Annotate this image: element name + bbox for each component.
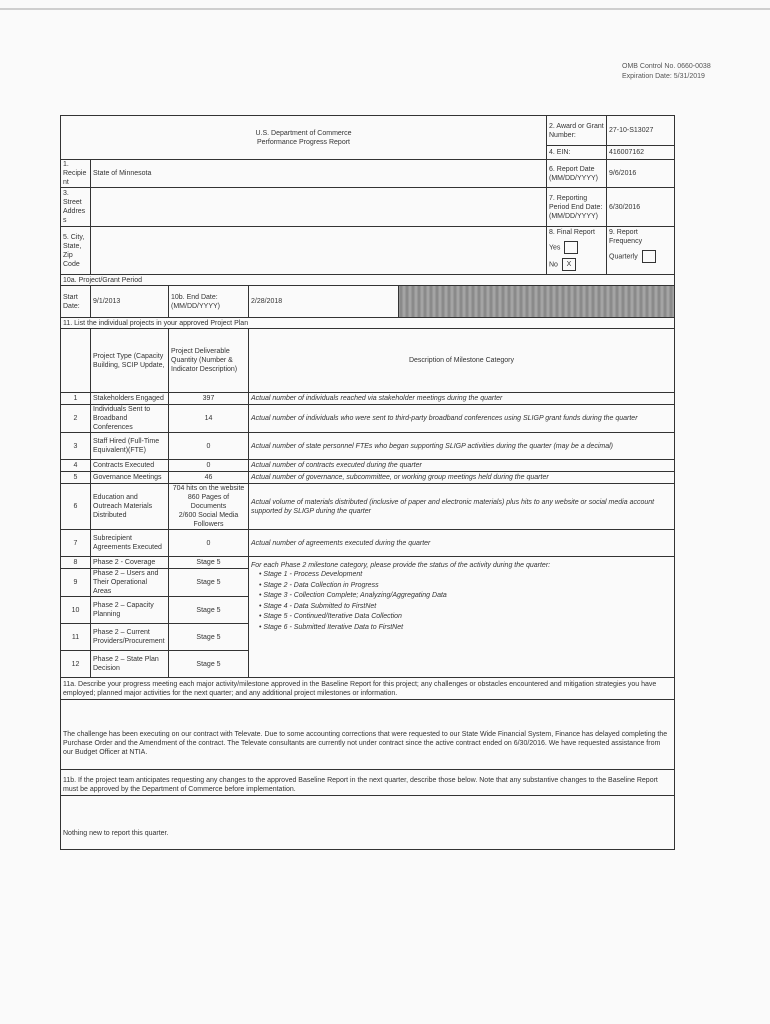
city-state-zip-value (91, 227, 547, 275)
omb-expiration-date: Expiration Date: 5/31/2019 (622, 73, 705, 80)
shaded-area (399, 286, 675, 318)
city-state-zip-label: 5. City, State, Zip Code (61, 227, 91, 275)
end-date-label: 10b. End Date: (MM/DD/YYYY) (169, 286, 249, 318)
quarterly-checkbox[interactable] (642, 250, 656, 263)
project-row-12-quantity: Stage 5 (169, 651, 249, 678)
project-row-4-type: Contracts Executed (91, 460, 169, 472)
project-row-8-num: 8 (61, 557, 91, 569)
recipient-label: 1. Recipient (61, 160, 91, 188)
award-number-label: 2. Award or Grant Number: (547, 116, 607, 146)
q11a-prompt: 11a. Describe your progress meeting each major activity/milestone approved in the Baseline Report for this project; any challenges or obstacles encountered and mitigation strategies you have employed; planned major activities for the next quarter; and any additional project milestones or information. (61, 678, 675, 700)
col-project-type: Project Type (Capacity Building, SCIP Update, (91, 329, 169, 393)
final-report-no-label: No (549, 261, 558, 269)
report-date-label: 6. Report Date (MM/DD/YYYY) (547, 160, 607, 188)
project-row-4-quantity: 0 (169, 460, 249, 472)
project-row-1-description: Actual number of individuals reached via stakeholder meetings during the quarter (249, 393, 675, 405)
project-row-6-quantity-line: 2/600 Social Media Followers (178, 512, 239, 528)
period-end-label: 7. Reporting Period End Date: (MM/DD/YYYY) (547, 188, 607, 227)
award-number-value: 27-10-S13027 (607, 116, 675, 146)
project-row-5-type: Governance Meetings (91, 472, 169, 484)
project-row-9-num: 9 (61, 569, 91, 597)
project-row-6-description: Actual volume of materials distributed (inclusive of paper and electronic materials) plus hits to any website or social media account supported by SLIGP during the quarter (249, 484, 675, 530)
project-row-4-num: 4 (61, 460, 91, 472)
q11b-response: Nothing new to report this quarter. (61, 796, 675, 850)
projects-header-blank (61, 329, 91, 393)
phase2-intro: For each Phase 2 milestone category, please provide the status of the activity during the quarter: (251, 562, 551, 569)
phase2-stage-item: • Stage 3 - Collection Complete; Analyzing/Aggregating Data (259, 591, 672, 602)
report-title-cell (61, 116, 547, 160)
quarterly-label: Quarterly (609, 253, 638, 261)
grant-period-section-label: 10a. Project/Grant Period (61, 275, 675, 286)
project-row-6-num: 6 (61, 484, 91, 530)
project-row-6-type: Education and Outreach Materials Distributed (91, 484, 169, 530)
phase2-stage-item: • Stage 2 - Data Collection in Progress (259, 581, 672, 592)
project-row-4-description: Actual number of contracts executed during the quarter (249, 460, 675, 472)
project-row-8-type: Phase 2 - Coverage (91, 557, 169, 569)
end-date-value: 2/28/2018 (249, 286, 399, 318)
col-milestone-description: Description of Milestone Category (249, 329, 675, 393)
project-row-1-num: 1 (61, 393, 91, 405)
phase2-stage-item: • Stage 6 - Submitted Iterative Data to FirstNet (259, 623, 672, 634)
department-name: U.S. Department of Commerce (255, 129, 352, 137)
project-row-7-description: Actual number of agreements executed during the quarter (249, 530, 675, 557)
project-row-10-type: Phase 2 – Capacity Planning (91, 597, 169, 624)
project-row-10-quantity: Stage 5 (169, 597, 249, 624)
project-row-5-num: 5 (61, 472, 91, 484)
omb-notice (622, 62, 711, 82)
report-title: Performance Progress Report (257, 138, 350, 146)
narrative-table (60, 677, 675, 850)
street-address-label: 3. Street Address (61, 188, 91, 227)
phase2-stage-item: • Stage 4 - Data Submitted to FirstNet (259, 602, 672, 613)
phase2-status-cell (249, 557, 675, 678)
final-report-cell (547, 227, 607, 275)
phase2-stage-item: • Stage 5 - Continued/Iterative Data Collection (259, 612, 672, 623)
projects-section-label: 11. List the individual projects in your approved Project Plan (61, 318, 675, 329)
grant-period-table (60, 274, 675, 329)
project-row-5-description: Actual number of governance, subcommittee, or working group meetings held during the quarter (249, 472, 675, 484)
project-row-8-quantity: Stage 5 (169, 557, 249, 569)
project-row-9-quantity: Stage 5 (169, 569, 249, 597)
project-row-11-quantity: Stage 5 (169, 624, 249, 651)
project-row-7-type: Subrecipient Agreements Executed (91, 530, 169, 557)
project-row-12-num: 12 (61, 651, 91, 678)
ein-value: 416007162 (607, 146, 675, 160)
project-row-2-description: Actual number of individuals who were sent to third-party broadband conferences using SLIGP grant funds during the quarter (249, 405, 675, 433)
project-row-1-type: Stakeholders Engaged (91, 393, 169, 405)
final-report-no-checkbox[interactable]: X (562, 258, 576, 271)
project-row-11-type: Phase 2 – Current Providers/Procurement (91, 624, 169, 651)
start-date-value: 9/1/2013 (91, 286, 169, 318)
project-row-11-num: 11 (61, 624, 91, 651)
performance-progress-report-form (60, 115, 674, 850)
report-date-value: 9/6/2016 (607, 160, 675, 188)
phase2-stage-item: • Stage 1 - Process Development (259, 570, 672, 581)
project-row-1-quantity: 397 (169, 393, 249, 405)
period-end-value: 6/30/2016 (607, 188, 675, 227)
project-row-9-type: Phase 2 – Users and Their Operational Areas (91, 569, 169, 597)
start-date-label: Start Date: (61, 286, 91, 318)
ein-label: 4. EIN: (547, 146, 607, 160)
scan-edge-line (0, 8, 770, 10)
final-report-yes-checkbox[interactable] (564, 241, 578, 254)
q11b-prompt: 11b. If the project team anticipates requesting any changes to the approved Baseline Report in the next quarter, describe those below. Note that any substantive changes to the Baseline Report must be approved by the Department of Commerce before implementation. (61, 770, 675, 796)
project-row-12-type: Phase 2 – State Plan Decision (91, 651, 169, 678)
project-row-10-num: 10 (61, 597, 91, 624)
report-frequency-label: 9. Report Frequency (609, 229, 643, 245)
project-row-2-num: 2 (61, 405, 91, 433)
project-row-3-num: 3 (61, 433, 91, 460)
project-row-6-quantity (169, 484, 249, 530)
project-row-7-quantity: 0 (169, 530, 249, 557)
project-row-3-description: Actual number of state personnel FTEs who began supporting SLIGP activities during the quarter (may be a decimal) (249, 433, 675, 460)
project-row-5-quantity: 46 (169, 472, 249, 484)
q11a-response: The challenge has been executing on our contract with Televate. Due to some accounting corrections that were requested to our State Wide Financial System, Finance has delayed completing the Purchase Order and the Amendment of the contract. The Televate consultants are currently not under contract since the active contract ended on 6/30/2016. We have requested assistance from our Budget Officer at NTIA. (61, 700, 675, 770)
project-row-7-num: 7 (61, 530, 91, 557)
project-row-6-quantity-line: 704 hits on the website (172, 485, 245, 492)
project-row-2-quantity: 14 (169, 405, 249, 433)
street-address-value (91, 188, 547, 227)
col-deliverable-quantity: Project Deliverable Quantity (Number & Indicator Description) (169, 329, 249, 393)
final-report-label: 8. Final Report (549, 229, 595, 236)
report-header-table (60, 115, 675, 275)
report-frequency-cell (607, 227, 675, 275)
project-row-6-quantity-line: 860 Pages of Documents (187, 494, 230, 510)
project-row-3-quantity: 0 (169, 433, 249, 460)
recipient-value: State of Minnesota (91, 160, 547, 188)
projects-table (60, 328, 675, 678)
final-report-yes-label: Yes (549, 244, 561, 252)
project-row-2-type: Individuals Sent to Broadband Conferences (91, 405, 169, 433)
project-row-3-type: Staff Hired (Full-Time Equivalent)(FTE) (91, 433, 169, 460)
omb-control-number: OMB Control No. 0660-0038 (622, 63, 711, 70)
